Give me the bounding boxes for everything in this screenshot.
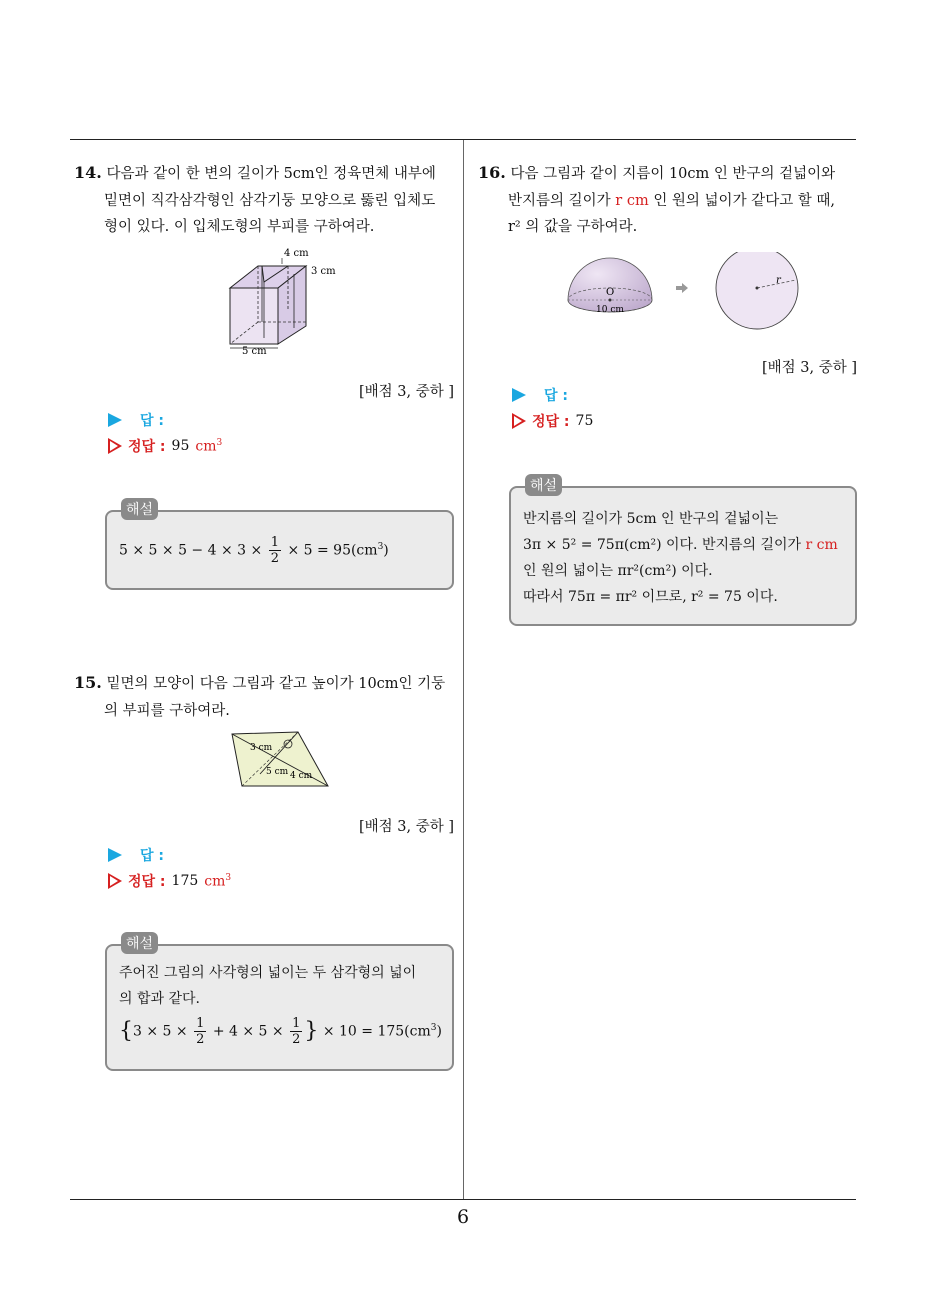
q15-number: 15. xyxy=(74,673,102,692)
q15-base-figure xyxy=(228,728,332,790)
q15-text xyxy=(74,670,459,724)
q15-answer-field[interactable] xyxy=(108,845,164,865)
play-icon xyxy=(108,413,122,427)
q14-correct-label: 정답 : xyxy=(128,439,166,455)
q16-line1: 다음 그림과 같이 지름이 10cm 인 반구의 겉넓이와 xyxy=(510,166,836,182)
q16-text xyxy=(478,160,863,241)
q15-explanation-box xyxy=(105,936,454,1071)
play-icon xyxy=(512,388,526,402)
q14-label-top: 4 cm xyxy=(284,248,309,259)
q14-number: 14. xyxy=(74,163,102,182)
q16-line2-a: 반지름의 길이가 xyxy=(508,192,611,209)
q14-explanation-tag: 해설 xyxy=(121,498,158,520)
q15-explanation-tag: 해설 xyxy=(121,932,158,954)
q14-correct-value: 95 xyxy=(171,438,190,454)
q16-explanation-tag: 해설 xyxy=(525,474,562,496)
q16-label-r: r xyxy=(776,275,781,286)
q16-label-d: 10 cm xyxy=(596,305,624,315)
q15-explanation-text: 주어진 그림의 사각형의 넓이는 두 삼각형의 넓이 의 합과 같다. xyxy=(119,965,417,1007)
q16-correct-value: 75 xyxy=(575,413,594,429)
bottom-rule xyxy=(70,1199,856,1200)
q14-line3: 형이 있다. 이 입체도형의 부피를 구하여라. xyxy=(104,219,375,235)
q16-number: 16. xyxy=(478,163,506,182)
q16-answer-label: 답 : xyxy=(544,388,568,404)
q16-hemisphere-figure xyxy=(562,252,808,334)
q14-answer-label: 답 : xyxy=(140,413,164,429)
q16-line3: r² 의 값을 구하여라. xyxy=(508,219,638,235)
q15-explanation-formula: {3 × 5 × $\frac{1}{2}$ + 4 × 5 × $\frac{1}{2}$ } × $10 = 175(cm^3)$ xyxy=(119,1016,442,1047)
outline-triangle-icon xyxy=(512,413,526,429)
page-number: 6 xyxy=(456,1206,470,1228)
play-icon xyxy=(108,848,122,862)
q15-answer-label: 답 : xyxy=(140,848,164,864)
q15-line1: 밑면의 모양이 다음 그림과 같고 높이가 10cm인 기둥 xyxy=(106,676,446,692)
outline-triangle-icon xyxy=(108,438,122,454)
q14-explanation-box xyxy=(105,502,454,590)
q14-cube-figure xyxy=(222,244,344,356)
q15-label-c: 4 cm xyxy=(290,771,313,781)
q14-explanation-formula: 5 × 5 × 5 − 4 × 3 × $\frac{1}{2}$ × $5 = 95(cm^3)$ xyxy=(119,535,389,567)
q15-correct-label: 정답 : xyxy=(128,874,166,890)
q16-meta: [배점 3, 중하 ] xyxy=(761,360,857,376)
column-divider xyxy=(463,140,464,1200)
q16-correct-label: 정답 : xyxy=(532,414,570,430)
q16-line2-b: 인 원의 넓이가 같다고 할 때, xyxy=(653,192,836,209)
q16-correct-answer xyxy=(512,411,593,431)
q16-explanation-text: 반지름의 길이가 5cm 인 반구의 겉넓이는 3π × 5² = 75π(cm²) 이다. 반지름의 길이가 r cm 인 원의 넓이는 πr²(cm²) 이다. 따라서 75π = πr² 이므로, r² = 75 이다. xyxy=(523,511,838,605)
q15-correct-unit: $cm^3$ xyxy=(204,872,232,890)
outline-triangle-icon xyxy=(108,873,122,889)
q15-line2: 의 부피를 구하여라. xyxy=(104,702,230,719)
q15-correct-answer xyxy=(108,871,231,891)
q14-answer-field[interactable] xyxy=(108,410,164,430)
q16-line2-r: r cm xyxy=(615,192,649,209)
q15-label-a: 3 cm xyxy=(250,743,273,753)
q15-label-b: 5 cm xyxy=(266,767,289,777)
q14-line2: 밑면이 직각삼각형인 삼각기둥 모양으로 뚫린 입체도 xyxy=(104,192,436,209)
q16-label-o: O xyxy=(606,287,615,298)
q14-line1: 다음과 같이 한 변의 길이가 5cm인 정육면체 내부에 xyxy=(106,166,436,182)
q14-text xyxy=(74,160,459,241)
q14-correct-unit: $cm^3$ xyxy=(195,437,223,455)
q15-meta: [배점 3, 중하 ] xyxy=(358,819,454,835)
q14-label-right: 3 cm xyxy=(311,266,336,277)
q14-meta: [배점 3, 중하 ] xyxy=(358,384,454,400)
q16-explanation-box xyxy=(509,478,857,626)
q14-correct-answer xyxy=(108,436,222,456)
q15-correct-value: 175 xyxy=(171,873,199,889)
q14-label-bottom: 5 cm xyxy=(242,346,267,356)
q16-answer-field[interactable] xyxy=(512,385,568,405)
arrow-right-icon xyxy=(676,283,688,293)
